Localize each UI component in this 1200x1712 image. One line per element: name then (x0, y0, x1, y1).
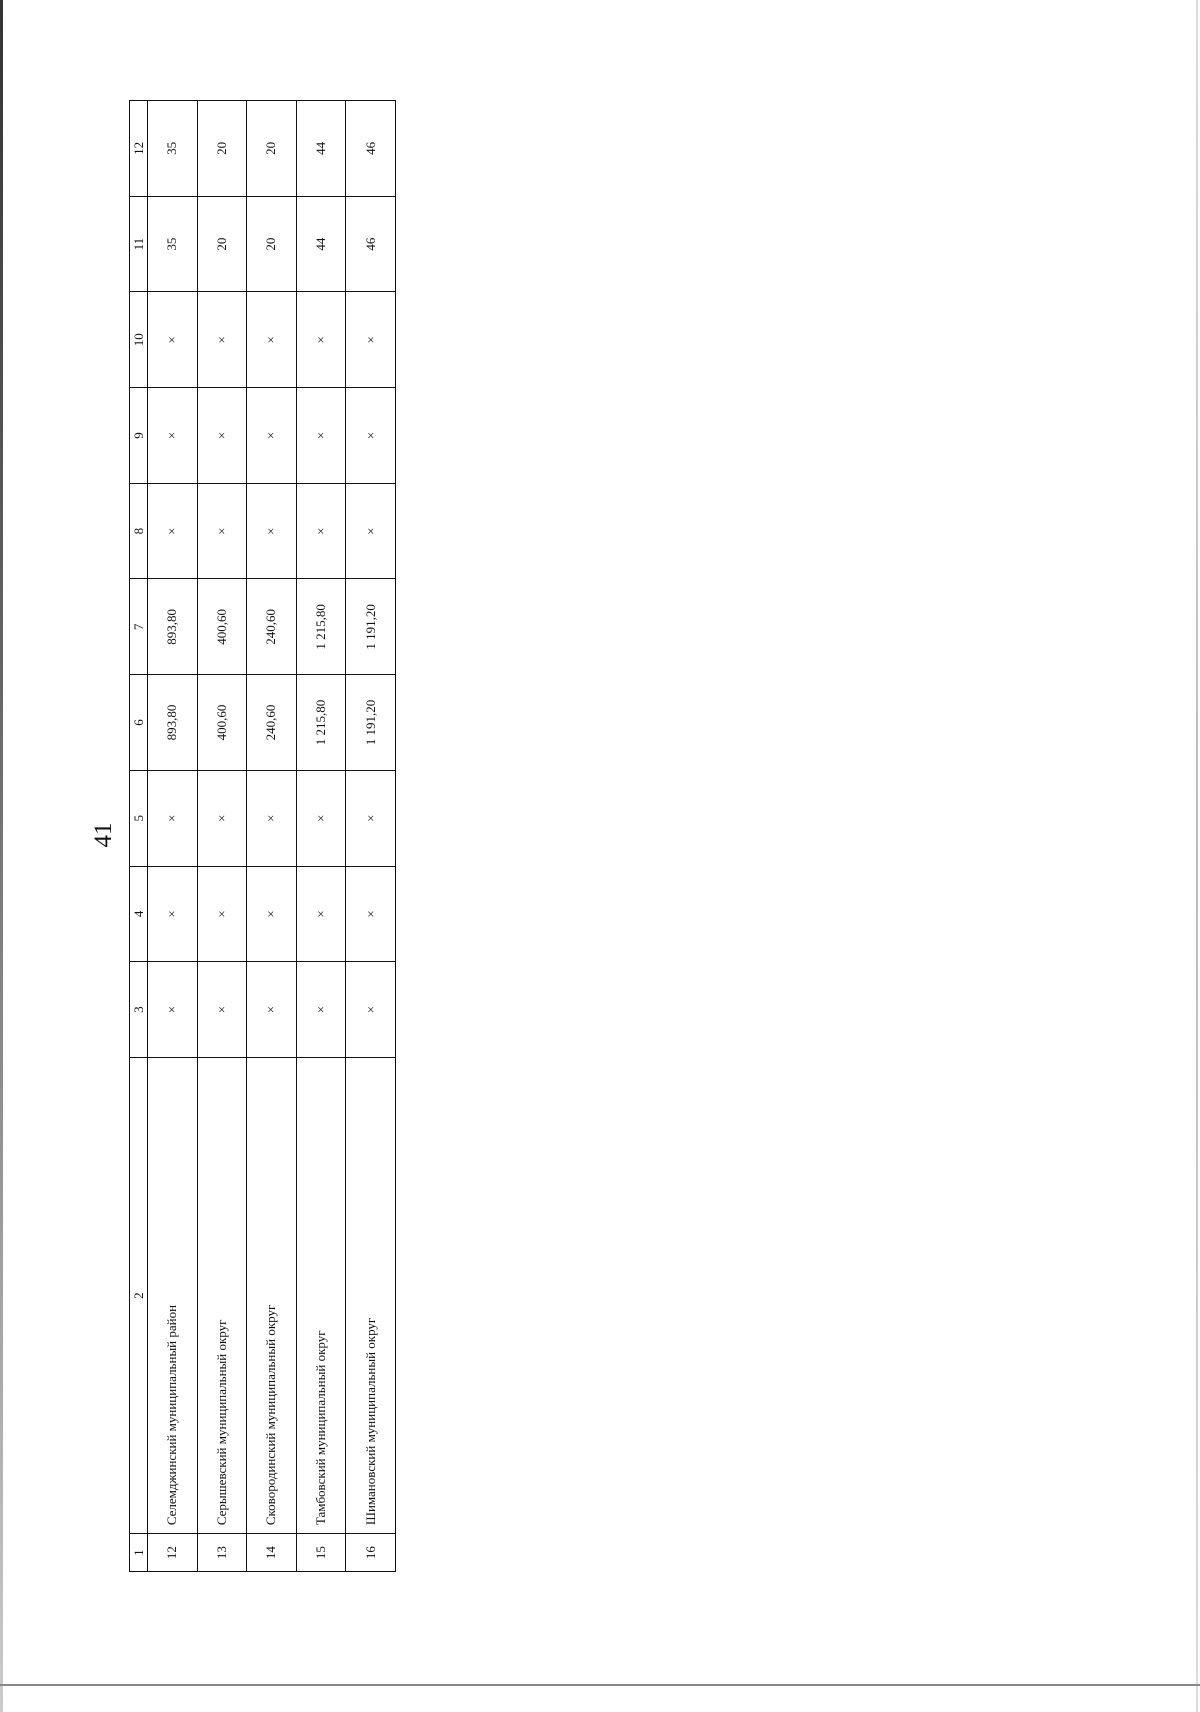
column-header: 5 (130, 770, 148, 866)
table-header (130, 101, 148, 1572)
column-header: 2 (130, 1057, 148, 1533)
table-cell: 44 (296, 101, 346, 197)
municipality-name: Селемджинский муниципальный район (148, 1057, 198, 1533)
municipality-name: Тамбовский муниципальный округ (296, 1057, 346, 1533)
table-row (148, 101, 198, 1572)
table-cell: × (296, 388, 346, 484)
table-cell: × (296, 483, 346, 579)
table-cell: × (346, 866, 396, 962)
table-cell: × (346, 292, 396, 388)
column-header: 8 (130, 483, 148, 579)
table-row (346, 101, 396, 1572)
table-cell: × (346, 483, 396, 579)
table-cell: × (148, 962, 198, 1058)
row-number: 14 (247, 1534, 297, 1572)
table-cell: × (148, 292, 198, 388)
table-cell: × (346, 388, 396, 484)
table-cell: × (296, 962, 346, 1058)
scan-edge-right (1196, 0, 1198, 1712)
table-cell: × (247, 483, 297, 579)
table-cell: 46 (346, 196, 396, 292)
table-row (296, 101, 346, 1572)
row-number: 16 (346, 1534, 396, 1572)
table-cell: × (197, 388, 247, 484)
table-cell: × (296, 770, 346, 866)
table-cell: × (247, 962, 297, 1058)
column-header: 9 (130, 388, 148, 484)
table-cell: 35 (148, 196, 198, 292)
table-body (148, 101, 396, 1572)
table-cell: × (197, 770, 247, 866)
municipality-name: Серышевский муниципальный округ (197, 1057, 247, 1533)
table-cell: 893,80 (148, 675, 198, 771)
row-number: 15 (296, 1534, 346, 1572)
table-cell: 20 (247, 101, 297, 197)
header-row (130, 101, 148, 1572)
column-header: 3 (130, 962, 148, 1058)
table-cell: × (247, 388, 297, 484)
table-cell: 20 (197, 196, 247, 292)
table-cell: × (148, 770, 198, 866)
table-cell: × (346, 770, 396, 866)
column-header: 6 (130, 675, 148, 771)
table-cell: 20 (247, 196, 297, 292)
scan-edge-left (0, 0, 3, 1712)
column-header: 12 (130, 101, 148, 197)
table-cell: 1 191,20 (346, 675, 396, 771)
table-cell: 240,60 (247, 675, 297, 771)
table-cell: × (148, 866, 198, 962)
table-cell: 400,60 (197, 579, 247, 675)
table-cell: × (197, 483, 247, 579)
data-table (129, 100, 396, 1572)
table-cell: × (346, 962, 396, 1058)
column-header: 1 (130, 1534, 148, 1572)
table-cell: × (247, 770, 297, 866)
table-row (197, 101, 247, 1572)
table-cell: 35 (148, 101, 198, 197)
municipality-name: Сковородинский муниципальный округ (247, 1057, 297, 1533)
column-header: 11 (130, 196, 148, 292)
scan-edge-bottom (0, 1684, 1200, 1686)
table-cell: × (148, 388, 198, 484)
table-cell: × (247, 866, 297, 962)
table-cell: 1 191,20 (346, 579, 396, 675)
table-cell: 46 (346, 101, 396, 197)
row-number: 12 (148, 1534, 198, 1572)
table-cell: × (247, 292, 297, 388)
table-cell: × (296, 292, 346, 388)
column-header: 4 (130, 866, 148, 962)
table-cell: × (148, 483, 198, 579)
table-cell: 893,80 (148, 579, 198, 675)
row-number: 13 (197, 1534, 247, 1572)
rotated-table-container (129, 100, 396, 1572)
table-cell: × (197, 866, 247, 962)
table-cell: × (197, 292, 247, 388)
page-number: 41 (90, 822, 117, 848)
municipality-name: Шимановский муниципальный округ (346, 1057, 396, 1533)
table-cell: 1 215,80 (296, 675, 346, 771)
table-cell: 20 (197, 101, 247, 197)
table-cell: 1 215,80 (296, 579, 346, 675)
table-cell: 44 (296, 196, 346, 292)
table-cell: × (197, 962, 247, 1058)
column-header: 10 (130, 292, 148, 388)
table-cell: 240,60 (247, 579, 297, 675)
table-row (247, 101, 297, 1572)
table-cell: × (296, 866, 346, 962)
column-header: 7 (130, 579, 148, 675)
table-cell: 400,60 (197, 675, 247, 771)
